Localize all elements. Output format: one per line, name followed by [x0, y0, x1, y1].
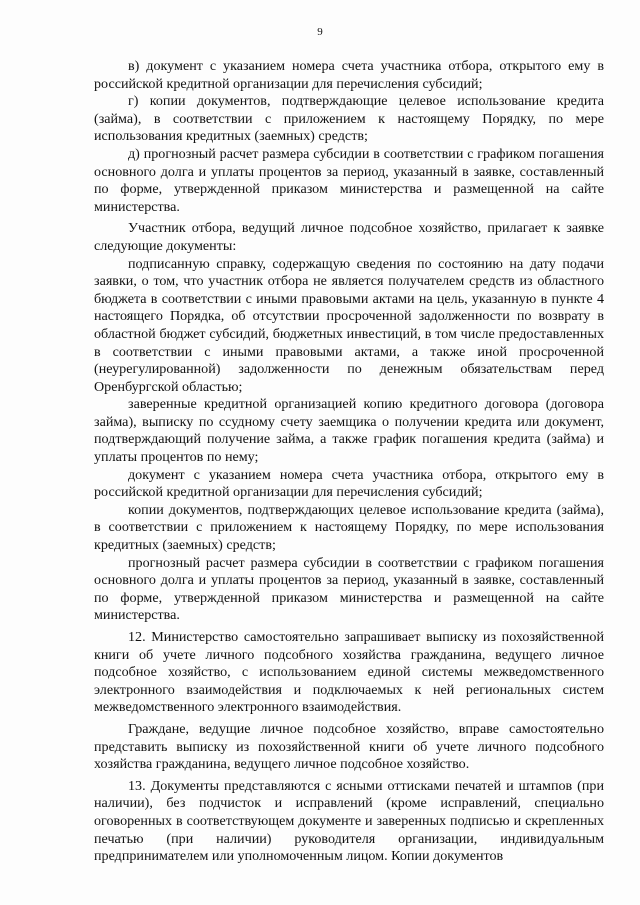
paragraph-item-g: г) копии документов, подтверждающие целевое использование кредита (займа), в соответствии с приложением к настоящему Порядку, по мере использования кредитных (заемных) средств;: [94, 93, 604, 145]
paragraph-account-document: документ с указанием номера счета участника отбора, открытого ему в российской кредитной организации для перечисления субсидий;: [94, 466, 604, 501]
paragraph-clause-12: 12. Министерство самостоятельно запрашивает выписку из похозяйственной книги об учете личного подсобного хозяйства гражданина, ведущего личное подсобное хозяйство, с использованием единой системы межведомственного электронного взаимодействия и подключаемых к ней региональных систем межведомственного электронного взаимодействия.: [94, 629, 604, 716]
paragraph-loan-agreement-copy: заверенные кредитной организацией копию кредитного договора (договора займа), выписку по ссудному счету заемщика о получении кредита или документ, подтверждающий получение займа, а также график погашения кредита (займа) и уплаты процентов по нему;: [94, 396, 604, 466]
paragraph-usage-copies: копии документов, подтверждающих целевое использование кредита (займа), в соответствии с приложением к настоящему Порядку, по мере использования кредитных (заемных) средств;: [94, 501, 604, 554]
paragraph-item-d: д) прогнозный расчет размера субсидии в соответствии с графиком погашения основного долга и уплаты процентов за период, указанный в заявке, составленный по форме, утвержденной приказом министерства и размещенной на сайте министерства.: [94, 145, 604, 215]
document-body: [94, 58, 604, 866]
paragraph-clause-13: 13. Документы представляются с ясными оттисками печатей и штампов (при наличии), без подчисток и исправлений (кроме исправлений, специально оговоренных в соответствующем документе и заверенных подписью и скрепленных печатью (при наличии) руководителя организации, индивидуальным предпринимателем или уполномоченным лицом. Копии документов: [94, 777, 604, 865]
paragraph-lph-intro: Участник отбора, ведущий личное подсобное хозяйство, прилагает к заявке следующие документы:: [94, 220, 604, 254]
paragraph-forecast-calculation: прогнозный расчет размера субсидии в соответствии с графиком погашения основного долга и уплаты процентов за период, указанный в заявке, составленный по форме, утвержденной приказом министерства и размещенной на сайте министерства.: [94, 554, 604, 624]
paragraph-signed-certificate: подписанную справку, содержащую сведения по состоянию на дату подачи заявки, о том, что участник отбора не является получателем средств из областного бюджета в соответствии с иными правовыми актами на цель, указанную в пункте 4 настоящего Порядка, об отсутствии просроченной задолженности по возврату в областной бюджет субсидий, бюджетных инвестиций, в том числе предоставленных в соответствии с иными правовыми актами, а также иной просроченной (неурегулированной) задолженности по денежным обязательствам перед Оренбургской областью;: [94, 255, 604, 395]
page-number: 9: [317, 26, 323, 38]
paragraph-citizens-extract: Граждане, ведущие личное подсобное хозяйство, вправе самостоятельно представить выписку из похозяйственной книги об учете личного подсобного хозяйства гражданина, ведущего личное подсобное хозяйство.: [94, 720, 604, 773]
paragraph-item-v: в) документ с указанием номера счета участника отбора, открытого ему в российской кредитной организации для перечисления субсидий;: [94, 58, 604, 92]
